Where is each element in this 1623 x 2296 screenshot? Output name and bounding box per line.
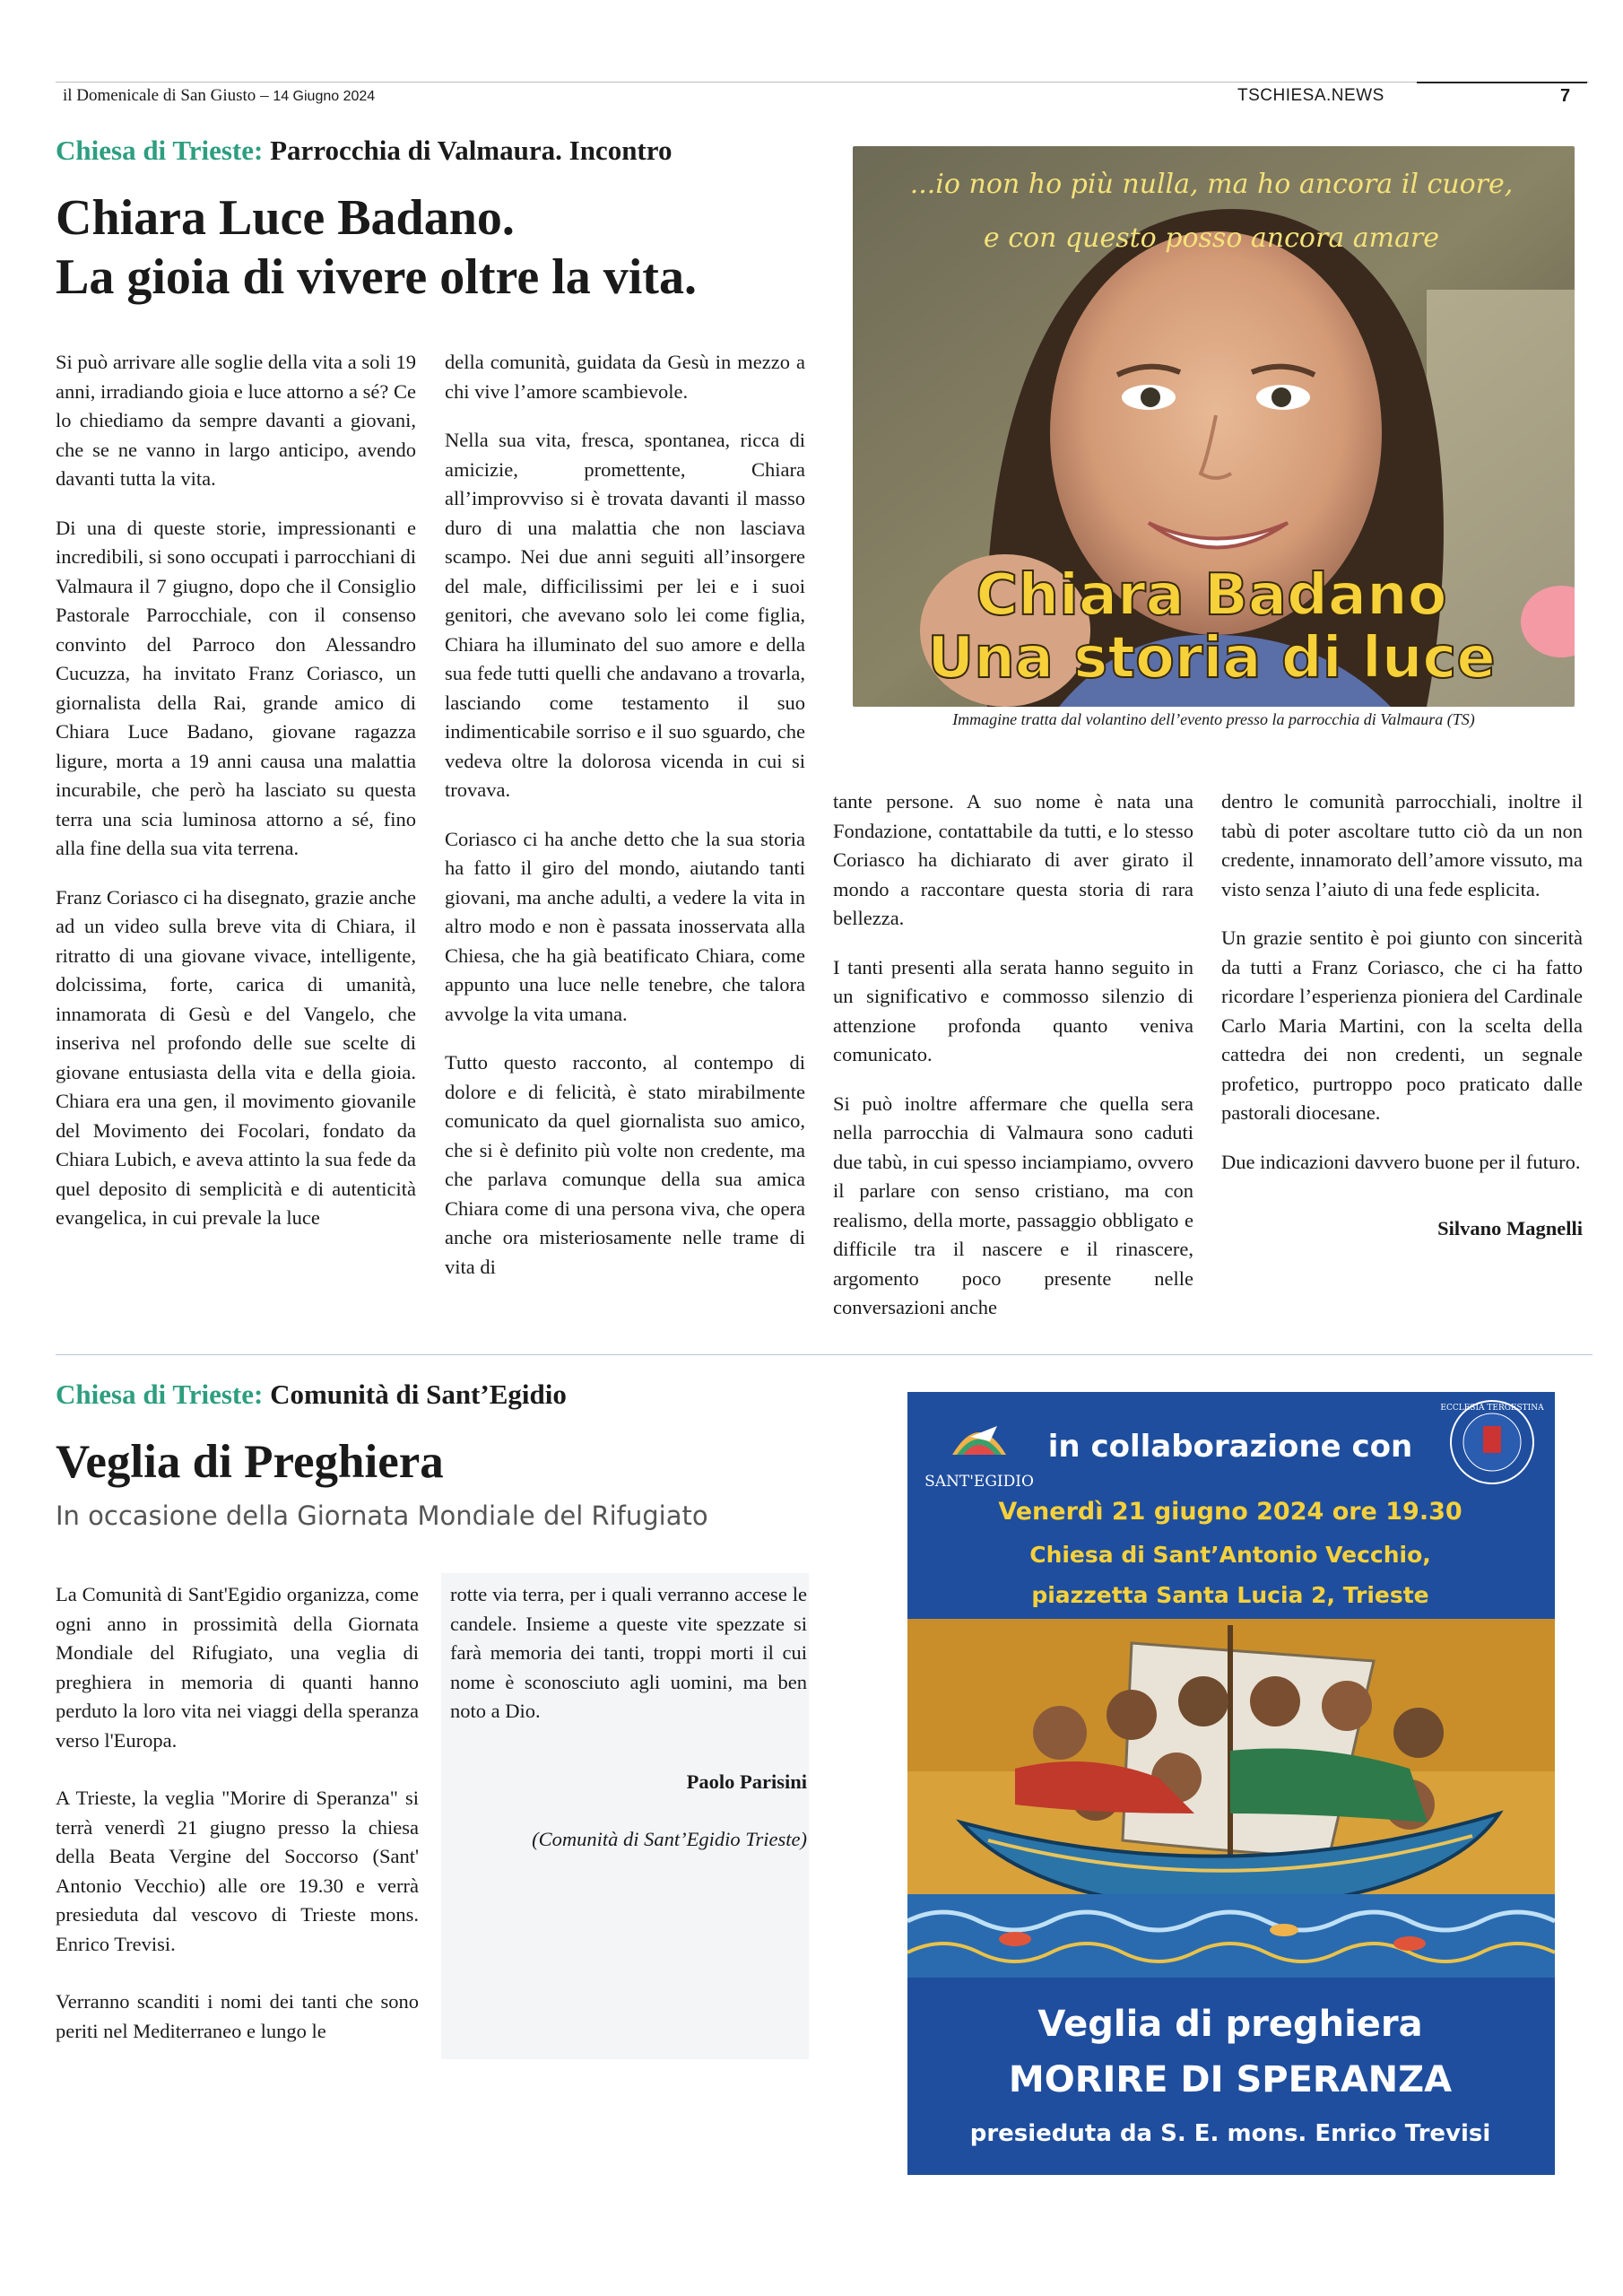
logo-text: SANT'EGIDIO: [924, 1473, 1034, 1491]
poster-title-3: presieduta da S. E. mons. Enrico Trevisi: [969, 2120, 1491, 2147]
header-separator: –: [256, 86, 273, 105]
paragraph: Coriasco ci ha anche detto che la sua storia ha fatto il giro del mondo, aiutando tanti giovani, ma anche adulti, a vedere la vita in altro modo e non è passata inosservata alla Chiesa, che ha già beatificato Chiara, come appunto una luce nelle tenebre, che talora avvolge la vita umana.: [445, 827, 805, 1025]
article1-topic: Parrocchia di Valmaura. Incontro: [263, 135, 673, 166]
article2-signature: Paolo Parisini: [686, 1770, 807, 1793]
site-name: TSCHIESA.NEWS: [1237, 86, 1384, 105]
article2-title: Veglia di Preghiera: [56, 1436, 444, 1488]
header-rule-accent: [1417, 82, 1587, 83]
article1-kicker: [56, 135, 672, 167]
photo-quote-line2: e con questo posso ancora amare: [983, 222, 1440, 254]
paragraph: Di una di queste storie, impressionanti e incredibili, si sono occupati i parrocchiani di Valmaura il 7 giugno, dopo che il Consiglio Pastorale Parrocchiale, con il consenso convinto del Parroco don Alessandro Cucuzza, ha invitato Franz Coriasco, un giornalista della Rai, grande amico di Chiara Luce Badano, giovane ragazza ligure, morta a 19 anni causa una malattia incurabile, che però ha lasciato su questa terra una scia luminosa attorno a sé, fino alla fine della sua vita terrena.: [56, 516, 416, 859]
poster-title-2: MORIRE DI SPERANZA: [1008, 2059, 1453, 2100]
paragraph: I tanti presenti alla serata hanno seguito in un significativo e commosso silenzio di attenzione profonda quanto veniva comunicato.: [833, 955, 1193, 1065]
section-divider: [56, 1354, 1593, 1355]
poster-title-1: Veglia di preghiera: [1037, 2004, 1423, 2045]
paragraph: A Trieste, la veglia "Morire di Speranza" si terrà venerdì 21 giugno presso la chiesa della Beata Vergine del Soccorso (Sant' Antonio Vecchio) alle ore 19.30 e verrà presieduta dal vescovo di Trieste mons. Enrico Trevisi.: [56, 1787, 419, 1955]
article2-kicker: [56, 1378, 567, 1411]
paragraph: della comunità, guidata da Gesù in mezzo a chi vive l’amore scambievole.: [445, 351, 805, 403]
portrait-illustration: [853, 146, 1575, 707]
poster-graphic: [907, 1392, 1555, 2175]
article1-title: [56, 188, 697, 307]
poster-place-1: Chiesa di Sant’Antonio Vecchio,: [1029, 1542, 1431, 1568]
paragraph: Nella sua vita, fresca, spontanea, ricca di amicizie, promettente, Chiara all’improvviso si è trovata davanti il masso duro di una malattia che non lasciava scampo. Nei due anni seguiti all’insorgere del male, difficilissimi per lei e i suoi genitori, che avevano solo lei come figlia, Chiara ha illuminato del suo amore e della sua fede tutti quelli che andavano a trovarla, lasciando come testamento il suo indimenticabile sorriso e il suo sguardo, che vedeva oltre la dolorosa vicenda in cui si trovava.: [445, 429, 805, 801]
article1-column-4: [1221, 787, 1583, 1244]
paragraph: rotte via terra, per i quali verranno accese le candele. Insieme a queste vite spezzate si farà memoria dei tanti, troppi morti il cui nome è sconosciuto agli uomini, ma ben noto a Dio.: [450, 1583, 807, 1722]
poster-place-2: piazzetta Santa Lucia 2, Trieste: [1031, 1582, 1429, 1608]
paragraph: Tutto questo racconto, al contempo di dolore e di felicità, è stato mirabilmente comunicato da quel giornalista suo amico, che si è definito più volte non credente, ma che parlava comunque della sua amica Chiara come di una persona viva, che opera anche ora misteriosamente nelle trame di vita di: [445, 1051, 805, 1278]
boat-icon-painting: [907, 1619, 1555, 1978]
photo-caption: Immagine tratta dal volantino dell’evento presso la parrocchia di Valmaura (TS): [952, 710, 1475, 728]
header-rule: [56, 82, 1589, 83]
article2-topic: Comunità di Sant’Egidio: [263, 1378, 567, 1410]
article1-title-line1: Chiara Luce Badano.: [56, 190, 515, 246]
article1-signature: Silvano Magnelli: [1437, 1217, 1583, 1239]
publication-header: [63, 86, 375, 106]
article2-affiliation: (Comunità di Sant’Egidio Trieste): [532, 1828, 807, 1850]
paragraph: dentro le comunità parrocchiali, inoltre il tabù di poter ascoltare tutto ciò da un non credente, innamorato dell’amore vissuto, ma visto senza l’aiuto di una fede esplicita.: [1221, 790, 1583, 900]
article2-subtitle: In occasione della Giornata Mondiale del Rifugiato: [56, 1500, 708, 1531]
chiara-badano-photo: [853, 146, 1575, 707]
paragraph: Un grazie sentito è poi giunto con sincerità da tutti a Franz Coriasco, che ci ha fatto ricordare l’esperienza pioniera del Cardinale Carlo Maria Martini, con la scelta della cattedra dei non credenti, un segnale profetico, purtroppo poco praticato dalle pastorali diocesane.: [1221, 926, 1583, 1124]
paragraph: Verranno scanditi i nomi dei tanti che sono periti nel Mediterraneo e lungo le: [56, 1990, 419, 2042]
article2-column-1: [56, 1580, 419, 2066]
article1-column-2: [445, 348, 805, 1301]
photo-quote-line1: ...io non ho più nulla, ma ho ancora il cuore,: [909, 169, 1514, 200]
article1-column-3: [833, 787, 1193, 1343]
poster-collab: in collaborazione con: [1047, 1429, 1413, 1465]
seal-text: ECCLESIA TERGESTINA: [1440, 1404, 1544, 1413]
article1-column-1: [56, 348, 416, 1253]
paragraph: Due indicazioni davvero buone per il futuro.: [1221, 1150, 1581, 1173]
article2-column-2: [450, 1580, 807, 1855]
article1-category: Chiesa di Trieste:: [56, 135, 264, 166]
paragraph: Si può inoltre affermare che quella sera nella parrocchia di Valmaura sono caduti due tabù, in cui spesso inciampiamo, ovvero il parlare con senso cristiano, ma con realismo, della morte, passaggio obbligato e difficile tra il nascere e il rinascere, argomento poco presente nelle conversazioni anche: [833, 1091, 1193, 1318]
photo-headline-line2: Una storia di luce: [927, 625, 1496, 691]
paragraph: Franz Coriasco ci ha disegnato, grazie anche ad un video sulla breve vita di Chiara, il ritratto di una giovane vivace, intelligente, dolcissima, forte, carica di umanità, innamorata di Gesù e del Vangelo, che inseriva nel profondo delle sue scelte di giovane entusiasta della vita e della gioia. Chiara era una gen, il movimento giovanile del Movimento dei Focolari, fondato da Chiara Lubich, e aveva attinto la sua fede da quel deposito di semplicità e di autenticità evangelica, in cui prevale la luce: [56, 885, 416, 1229]
article1-title-line2: La gioia di vivere oltre la vita.: [56, 249, 697, 305]
issue-date: 14 Giugno 2024: [273, 89, 376, 104]
poster-date: Venerdì 21 giugno 2024 ore 19.30: [998, 1498, 1462, 1526]
article2-category: Chiesa di Trieste:: [56, 1378, 264, 1410]
photo-headline-line1: Chiara Badano: [976, 562, 1447, 629]
paragraph: La Comunità di Sant'Egidio organizza, come ogni anno in prossimità della Giornata Mondiale del Rifugiato, una veglia di preghiera in memoria di quanti hanno perduto la loro vita nei viaggi della speranza verso l'Europa.: [56, 1583, 419, 1752]
page-number: 7: [1560, 86, 1571, 106]
paragraph: Si può arrivare alle soglie della vita a soli 19 anni, irradiando gioia e luce attorno a sé? Ce lo chiediamo da sempre davanti a giovani, che se ne vanno in largo anticipo, avendo davanti tutta la vita.: [56, 351, 416, 490]
paragraph: tante persone. A suo nome è nata una Fondazione, contattabile da tutti, e lo stesso Coriasco ha dichiarato di aver girato il mondo a raccontare questa storia di rara bellezza.: [833, 790, 1193, 929]
vigil-poster: [907, 1392, 1555, 2175]
publication-name: il Domenicale di San Giusto: [63, 86, 256, 105]
